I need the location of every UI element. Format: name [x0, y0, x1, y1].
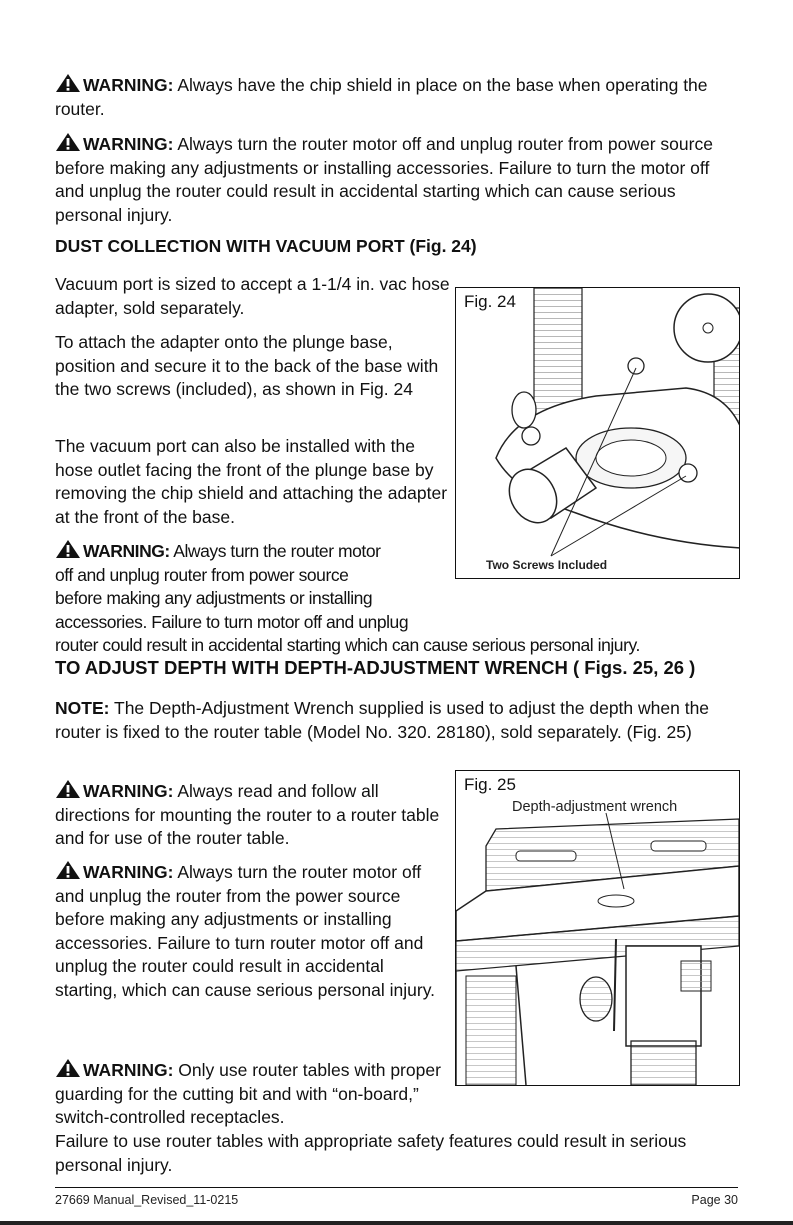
warning-text-line: off and unplug router from power source: [55, 564, 349, 585]
warning-paragraph-5: [55, 860, 450, 1002]
warning-text: Always read and follow all directions for mounting the router to a router table and for use of the router table.: [55, 781, 440, 848]
warning-text: Always turn the router motor off and unplug router from power source before making any adjustments or installing accessories. Failure to turn the motor off and unplug the router could result in accidental starting which can cause serious personal injury.: [55, 134, 713, 225]
footer-page-number: Page 30: [691, 1193, 738, 1207]
warning-text-line: Always turn the router motor: [173, 541, 381, 561]
dust-paragraph-2: To attach the adapter onto the plunge base, position and secure it to the back of the base with the two screws (included), as shown in Fig. 24: [55, 332, 439, 399]
figure-25: [455, 770, 740, 1086]
figure-callout: Two Screws Included: [486, 558, 608, 572]
warning-label: WARNING:: [83, 75, 174, 95]
warning-paragraph-6-continued: Failure to use router tables with appropriate safety features could result in serious personal injury.: [55, 1131, 687, 1175]
warning-triangle-icon: [55, 1058, 81, 1078]
figure-label: Fig. 25: [464, 775, 516, 794]
warning-text-line: before making any adjustments or installing: [55, 588, 373, 608]
warning-paragraph-6: [55, 1058, 450, 1130]
figure-24: [455, 287, 740, 579]
footer-document-id: 27669 Manual_Revised_11-0215: [55, 1193, 239, 1207]
warning-text: Only use router tables with proper guarding for the cutting bit and with “on-board,” switch-controlled receptacles.: [55, 1060, 441, 1127]
dust-paragraph-3: The vacuum port can also be installed with the hose outlet facing the front of the plunge base by removing the chip shield and attaching the adapter at the front of the base.: [55, 436, 448, 527]
router-plunge-base-illustration: [456, 288, 739, 578]
figure-label: Fig. 24: [464, 292, 516, 311]
footer-rule: [55, 1187, 738, 1188]
dust-paragraph-1: Vacuum port is sized to accept a 1-1/4 in. vac hose adapter, sold separately.: [55, 274, 450, 318]
warning-paragraph-2: [55, 132, 743, 227]
note-text: The Depth-Adjustment Wrench supplied is used to adjust the depth when the router is fixed to the router table (Model No. 320. 28180), sold separately. (Fig. 25): [55, 698, 710, 742]
warning-triangle-icon: [55, 860, 81, 880]
section-heading-adjust-depth: TO ADJUST DEPTH WITH DEPTH-ADJUSTMENT WRENCH ( Figs. 25, 26 ): [55, 657, 696, 678]
router-table-illustration: [456, 771, 739, 1085]
warning-triangle-icon: [55, 73, 81, 93]
section-heading-dust-collection: DUST COLLECTION WITH VACUUM PORT (Fig. 24): [55, 236, 477, 256]
warning-triangle-icon: [55, 779, 81, 799]
warning-text: Always have the chip shield in place on the base when operating the router.: [55, 75, 708, 119]
warning-label: WARNING:: [83, 134, 174, 154]
warning-label: WARNING:: [83, 1060, 174, 1080]
warning-text: Always turn the router motor off and unplug the router from the power source before making any adjustments or installing accessories. Failure to turn router motor off and unplug the router could result in accidental starting, which can cause serious personal injury.: [55, 862, 436, 1000]
figure-callout: Depth-adjustment wrench: [512, 799, 678, 815]
bottom-edge-bar: [0, 1221, 793, 1225]
warning-label: WARNING:: [83, 862, 174, 882]
warning-label: WARNING:: [83, 541, 170, 561]
note-paragraph: [55, 697, 745, 744]
warning-text-line: router could result in accidental starting which can cause serious personal injury.: [55, 635, 640, 655]
note-label: NOTE:: [55, 698, 110, 718]
warning-triangle-icon: [55, 539, 81, 559]
warning-triangle-icon: [55, 132, 81, 152]
warning-paragraph-1: [55, 73, 745, 121]
warning-label: WARNING:: [83, 781, 174, 801]
warning-paragraph-4: [55, 779, 450, 851]
warning-text-line: accessories. Failure to turn motor off and unplug: [55, 611, 409, 632]
